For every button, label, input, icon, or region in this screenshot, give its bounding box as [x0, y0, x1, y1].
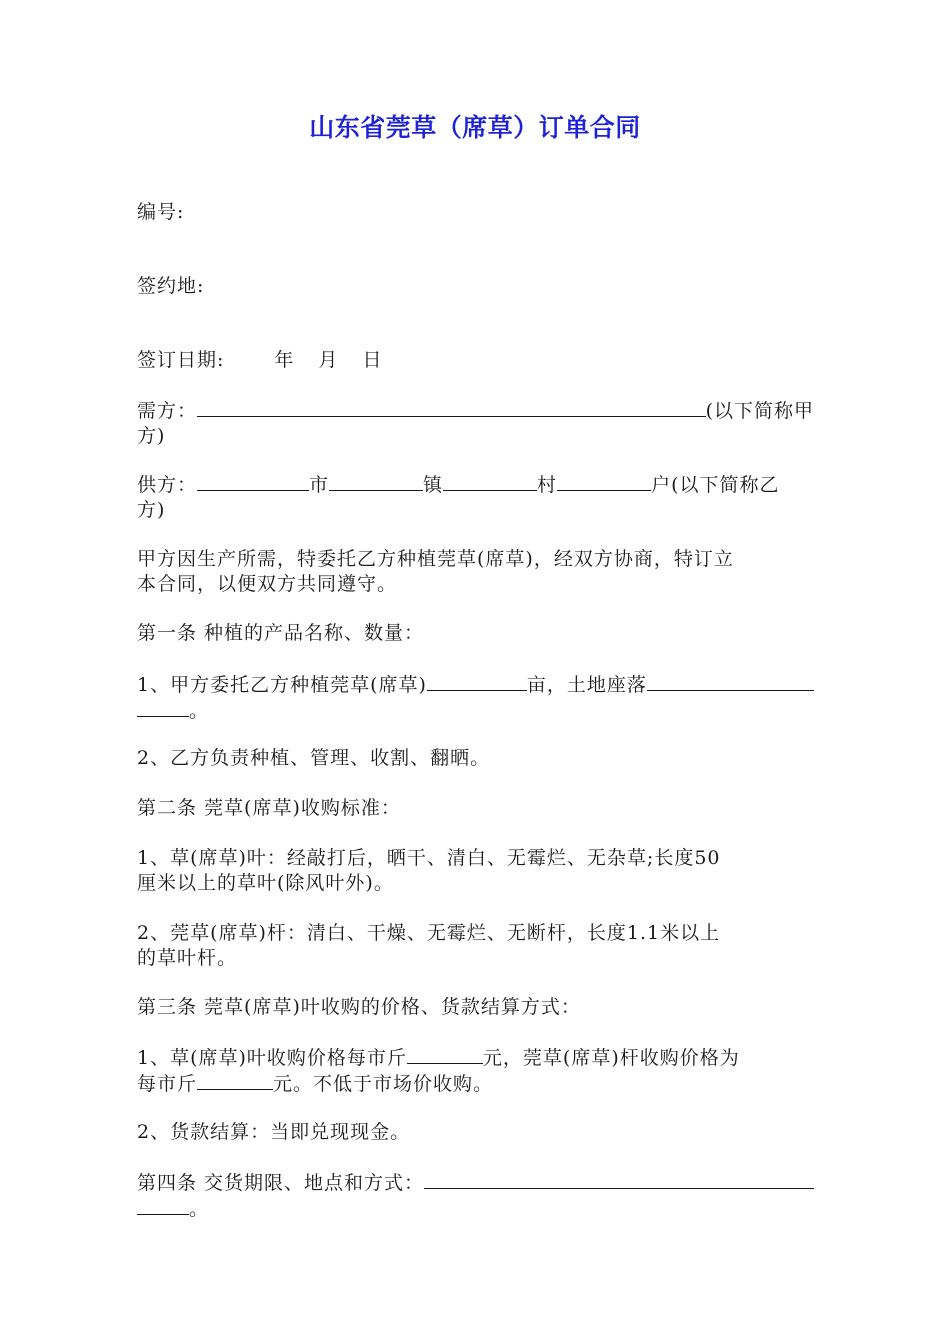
article2-item1	[137, 846, 814, 896]
intro-paragraph	[137, 547, 814, 597]
seller-suffix-cont: 方)	[137, 499, 166, 521]
contract-number-label: 编号:	[137, 201, 185, 223]
stalk-price-blank	[197, 1071, 273, 1090]
seller-village-blank	[443, 472, 537, 491]
seller-label: 供方：	[137, 474, 198, 496]
article1-item2	[137, 746, 814, 771]
intro-line-2: 本合同，以便双方共同遵守。	[137, 573, 398, 595]
leaf-price-label: 1、草(席草)叶收购价格每市斤	[137, 1047, 407, 1069]
article1-item1-prefix: 1、甲方委托乙方种植莞草(席草)	[137, 674, 427, 696]
article1-item2-text: 2、乙方负责种植、管理、收割、翻晒。	[137, 747, 491, 769]
article1-heading-row	[137, 621, 814, 646]
seller-household-blank	[557, 472, 651, 491]
signing-place-label: 签约地:	[137, 275, 205, 297]
article4-end: 。	[189, 1198, 210, 1220]
article3-item2-text: 2、货款结算：当即兑现现金。	[137, 1121, 411, 1143]
leaf-price-blank	[407, 1045, 483, 1064]
land-location-blank-cont	[137, 698, 189, 717]
seller-town-blank	[329, 472, 423, 491]
buyer-label: 需方：	[137, 400, 198, 422]
article3-heading-row	[137, 995, 814, 1020]
signing-place-row	[137, 274, 814, 299]
article2-item2	[137, 921, 814, 971]
signing-date-row	[137, 348, 814, 373]
land-location-blank	[647, 672, 814, 691]
delivery-terms-blank-cont	[137, 1196, 189, 1215]
delivery-terms-blank	[424, 1170, 814, 1189]
buyer-suffix-cont: 方)	[137, 425, 166, 447]
seller-household-label: 户(以下简称乙	[651, 474, 780, 496]
article4-paragraph	[137, 1170, 814, 1222]
seller-village-label: 村	[537, 474, 558, 496]
article2-item1-line1: 1、草(席草)叶：经敲打后，晒干、清白、无霉烂、无杂草;长度50	[137, 847, 721, 869]
article2-item2-line2: 的草叶杆。	[137, 947, 238, 969]
buyer-name-blank	[197, 398, 706, 417]
stalk-price-label: 元，莞草(席草)杆收购价格为	[482, 1047, 740, 1069]
article1-item1-end: 。	[189, 700, 210, 722]
acreage-blank	[427, 672, 527, 691]
stalk-price-end: 元。不低于市场价收购。	[273, 1073, 494, 1095]
seller-town-label: 镇	[423, 474, 444, 496]
article1-item1	[137, 672, 814, 724]
seller-city-blank	[197, 472, 309, 491]
buyer-paragraph	[137, 398, 814, 449]
contract-number-row	[137, 200, 814, 225]
article3-item2	[137, 1120, 814, 1145]
date-day-label: 日	[362, 349, 383, 371]
article2-item2-line1: 2、莞草(席草)杆：清白、干燥、无霉烂、无断杆，长度1.1米以上	[137, 922, 721, 944]
intro-line-1: 甲方因生产所需，特委托乙方种植莞草(席草)，经双方协商，特订立	[137, 548, 734, 570]
article4-heading: 第四条 交货期限、地点和方式：	[137, 1172, 425, 1194]
buyer-suffix: (以下简称甲	[705, 400, 814, 422]
page-title: 山东省莞草（席草）订单合同	[309, 113, 641, 142]
article1-heading: 第一条 种植的产品名称、数量：	[137, 622, 425, 644]
date-month-label: 月	[318, 349, 339, 371]
signing-date-label: 签订日期:	[137, 349, 225, 371]
article3-heading: 第三条 莞草(席草)叶收购的价格、货款结算方式：	[137, 996, 581, 1018]
date-year-label: 年	[274, 349, 295, 371]
seller-paragraph	[137, 472, 814, 523]
article2-heading-row	[137, 796, 814, 821]
article1-item1-mid: 亩，土地座落	[526, 674, 647, 696]
stalk-price-unit: 每市斤	[137, 1073, 198, 1095]
article2-item1-line2: 厘米以上的草叶(除风叶外)。	[137, 872, 394, 894]
article2-heading: 第二条 莞草(席草)收购标准：	[137, 797, 401, 819]
article3-item1	[137, 1045, 814, 1097]
seller-city-label: 市	[309, 474, 330, 496]
